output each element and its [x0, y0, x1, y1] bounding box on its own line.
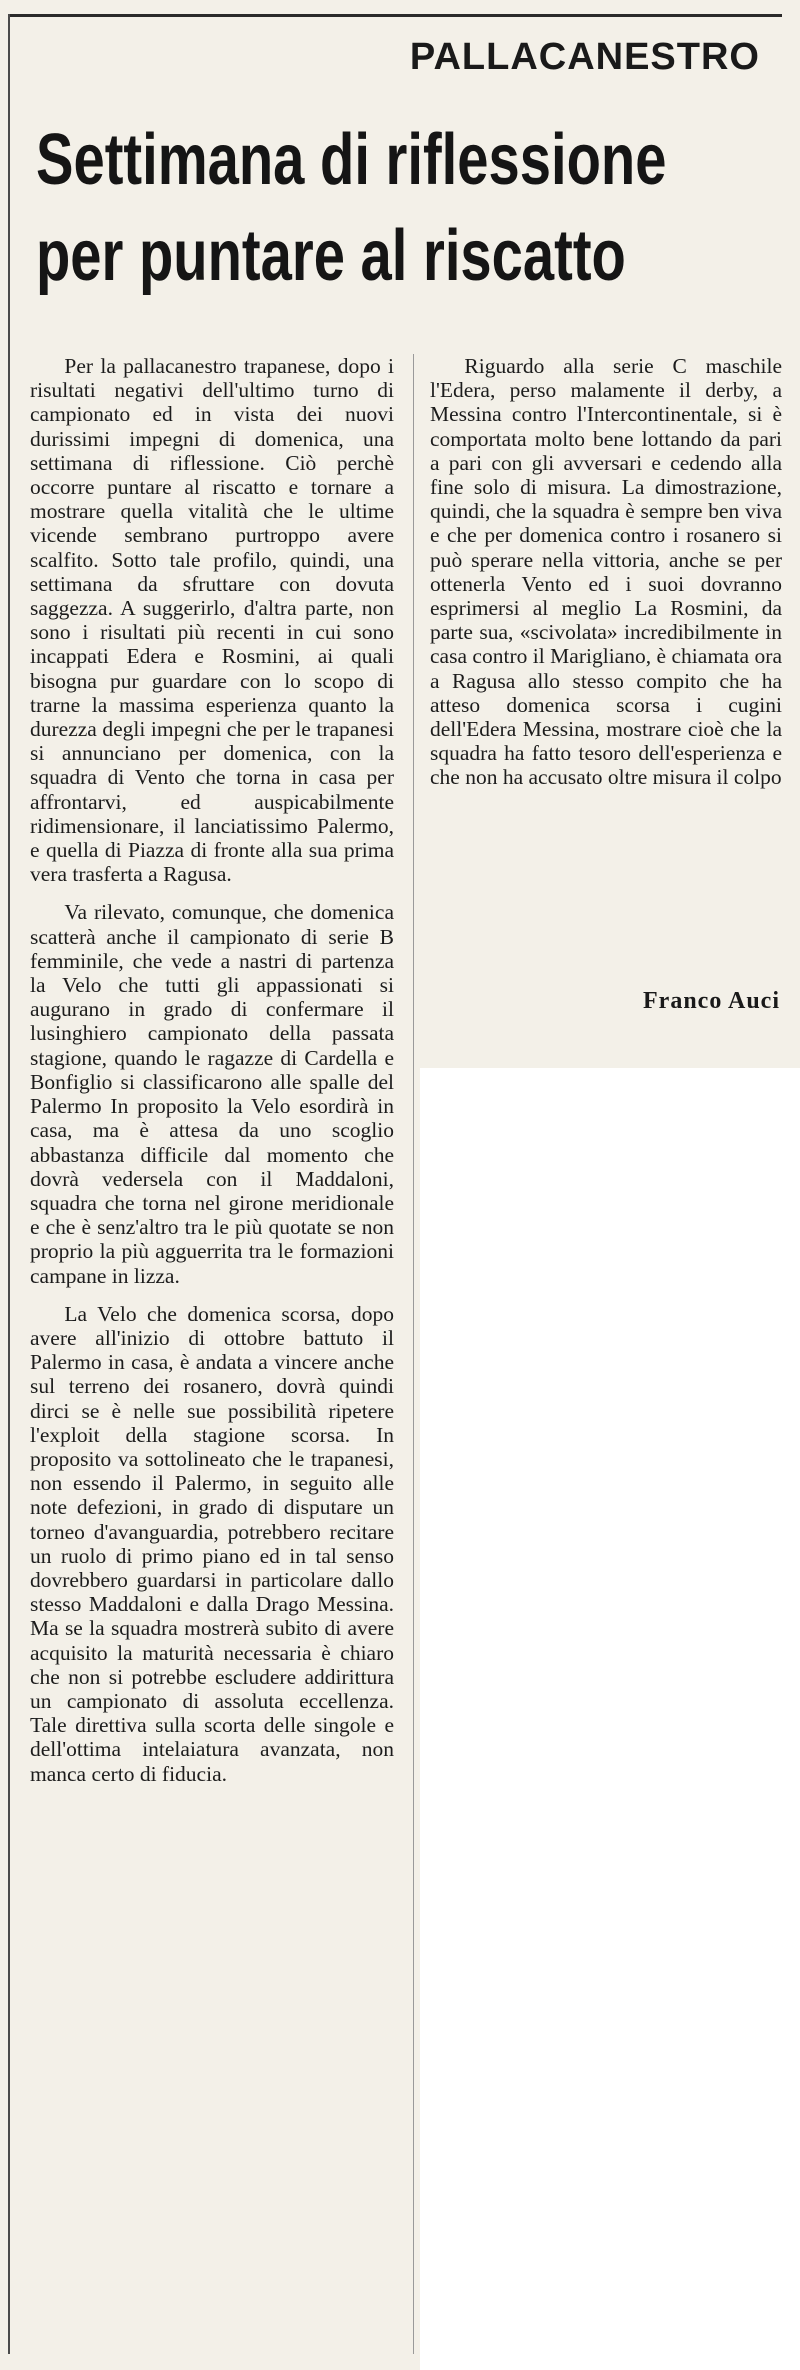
article-column-left: [30, 354, 394, 1800]
article-column-right: [430, 354, 782, 804]
paragraph: Per la pallacanestro trapanese, dopo i risultati negativi dell'ultimo turno di campionato ed in vista dei nuovi durissimi impegni di domenica, una settimana di riflessione. Ciò perchè occorre puntare al riscatto e tornare a mostrare quella vitalità che le ultime vicende sembrano purtroppo avere scalfito. Sotto tale profilo, quindi, una settimana da sfruttare con dovuta saggezza. A suggerirlo, d'altra parte, non sono i risultati più recenti in cui sono incappati Edera e Rosmini, ai quali bisogna pur guardare con lo scopo di trarne la massima esperienza quanto la durezza degli impegni che per le trapanesi si annunciano per domenica, con la squadra di Vento che torna in casa per affrontarvi, ed auspicabilmente ridimensionare, il lanciatissimo Palermo, e quella di Piazza di fronte alla sua prima vera trasferta a Ragusa.: [30, 354, 394, 887]
section-label: PALLACANESTRO: [409, 36, 760, 78]
headline-line-1: Settimana di riflessione: [36, 120, 667, 200]
headline-line-2: per puntare al riscatto: [36, 216, 626, 296]
left-border-rule: [8, 14, 10, 2354]
blank-page-area: [420, 1068, 800, 2370]
paragraph: La Velo che domenica scorsa, dopo avere all'inizio di ottobre battuto il Palermo in casa, è andata a vincere anche sul terreno dei rosanero, dovrà quindi dirci se è nelle sue possibilità ripetere l'exploit della stagione scorsa. In proposito va sottolineato che le trapanesi, non essendo il Palermo, in seguito alle note defezioni, in grado di disputare un torneo d'avanguardia, potrebbero recitare un ruolo di primo piano ed in tal senso dovrebbero guardarsi in particolare dallo stesso Maddaloni e dalla Drago Messina. Ma se la squadra mostrerà subito di avere acquisito la maturità necessaria è chiaro che non si potrebbe escludere addirittura un campionato di assoluta eccellenza. Tale direttiva sulla scorta delle singole e dell'ottima intelaiatura avanzata, non manca certo di fiducia.: [30, 1301, 394, 1786]
column-divider: [413, 354, 414, 2354]
paragraph: Va rilevato, comunque, che domenica scatterà anche il campionato di serie B femminile, che vede a nastri di partenza la Velo che tutti gli appassionati si augurano in grado di confermare il lusinghiero campionato della passata stagione, quando le ragazze di Cardella e Bonfiglio si classificarono alle spalle del Palermo In proposito la Velo esordirà in casa, ma è attesa da uno scoglio abbastanza difficile dal momento che dovrà vedersela con il Maddaloni, squadra che torna nel girone meridionale e che è senz'altro tra le più quotate se non proprio la più agguerrita tra le formazioni campane in lizza.: [30, 900, 394, 1288]
byline: Franco Auci: [643, 988, 780, 1014]
paragraph: Riguardo alla serie C maschile l'Edera, perso malamente il derby, a Messina contro l'Intercontinentale, si è comportata molto bene lottando da pari a pari con gli avversari e cedendo alla fine solo di misura. La dimostrazione, quindi, che la squadra è sempre ben viva e che per domenica contro i rosanero si può sperare nella vittoria, anche se per ottenerla Vento ed i suoi dovranno esprimersi al meglio La Rosmini, da parte sua, «scivolata» incredibilmente in casa contro il Marigliano, è chiamata ora a Ragusa allo stesso compito che ha atteso domenica scorsa i cugini dell'Edera Messina, mostrare cioè che la squadra ha fatto tesoro dell'esperienza e che non ha accusato oltre misura il colpo: [430, 354, 782, 790]
top-rule: [10, 14, 782, 17]
headline: [36, 112, 667, 304]
